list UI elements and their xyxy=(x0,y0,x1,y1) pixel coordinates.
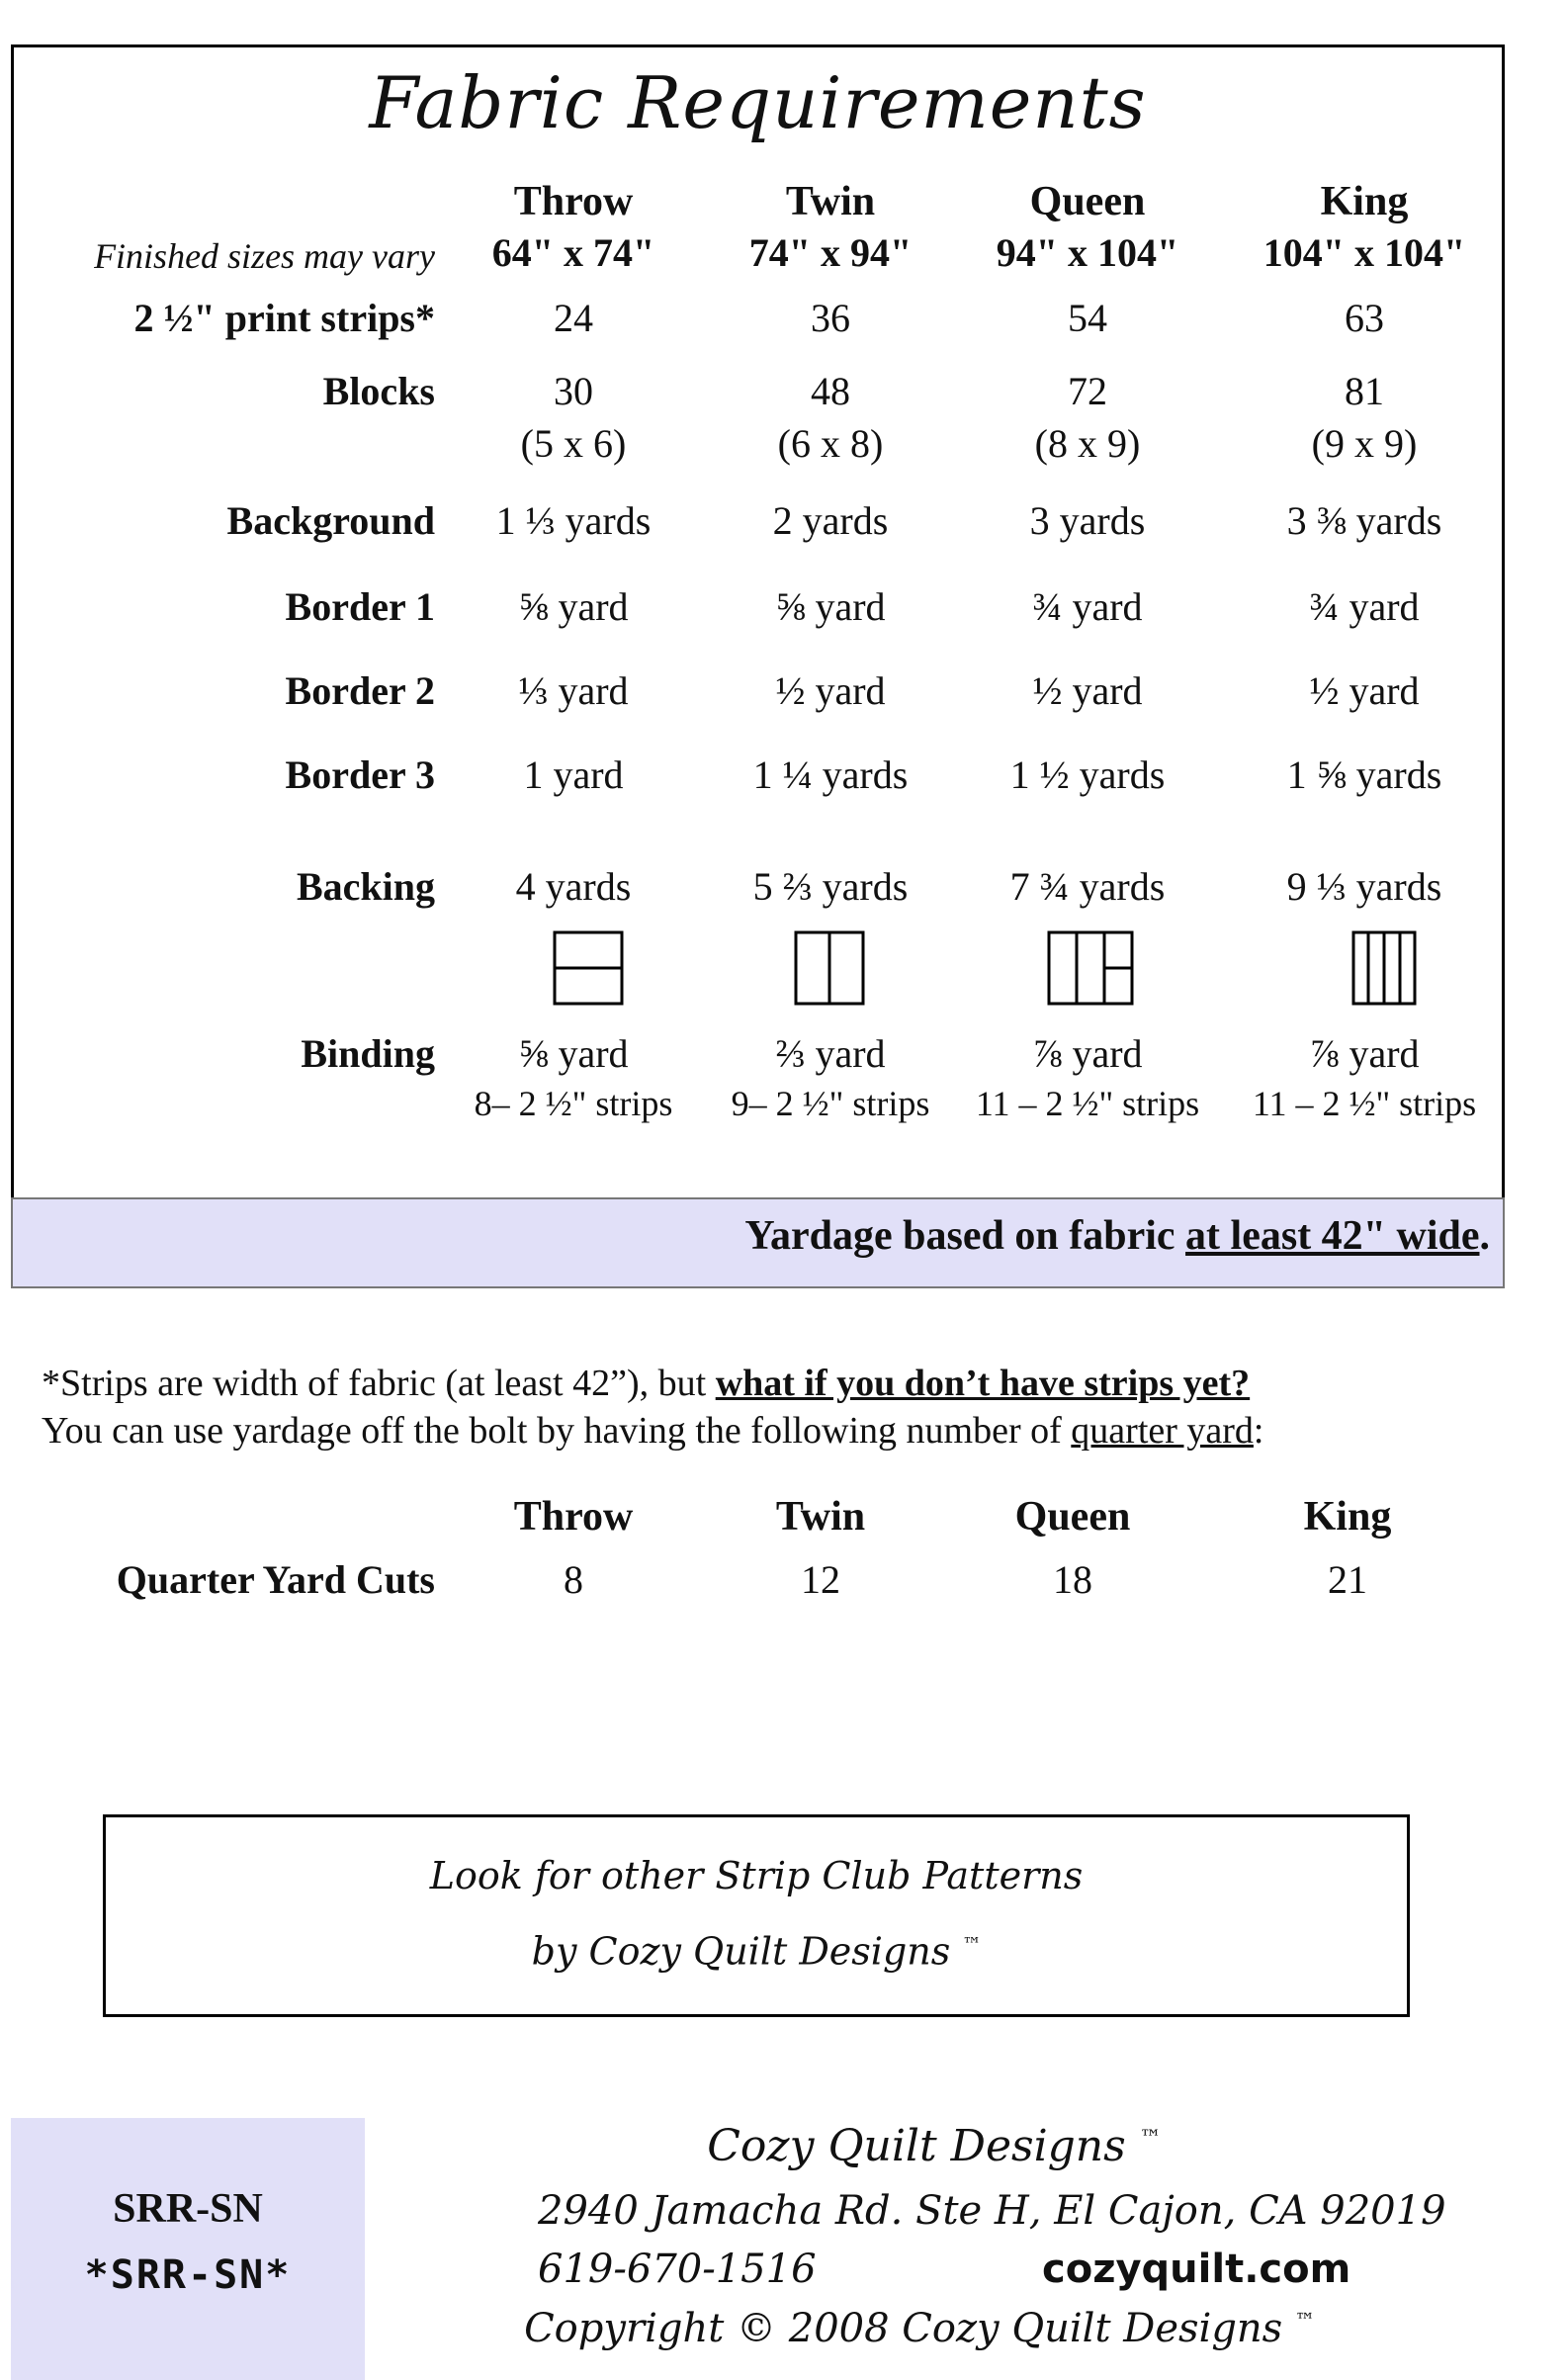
promo-trademark: ™ xyxy=(962,1934,982,1956)
qy-header-queen: Queen xyxy=(1014,1494,1131,1540)
binding-strips-throw: 8– 2 ½" strips xyxy=(474,1084,673,1123)
border1-king: ¾ yard xyxy=(1309,584,1420,629)
size-header-king: King xyxy=(1320,179,1409,224)
row-label-border-1: Border 1 xyxy=(285,584,435,629)
print-strips-twin: 36 xyxy=(811,296,850,340)
border2-twin: ½ yard xyxy=(775,668,886,713)
row-label-print-strips: 2 ½" print strips* xyxy=(133,296,435,340)
binding-strips-queen: 11 – 2 ½" strips xyxy=(975,1084,1200,1123)
copyright xyxy=(475,2306,1364,2351)
company-name-text: Cozy Quilt Designs xyxy=(707,2121,1126,2171)
strip-note xyxy=(42,1360,1505,1454)
backing-king: 9 ⅓ yards xyxy=(1286,864,1442,909)
company-website[interactable]: cozyquilt.com xyxy=(1042,2247,1351,2292)
company-trademark: ™ xyxy=(1139,2126,1162,2152)
blocks-king: 81 xyxy=(1345,369,1384,413)
border1-throw: ⅝ yard xyxy=(518,584,629,629)
print-strips-king: 63 xyxy=(1345,296,1384,340)
copyright-trademark: ™ xyxy=(1294,2308,1315,2333)
border3-king: 1 ⅝ yards xyxy=(1286,752,1442,797)
row-label-quarter-yard-cuts: Quarter Yard Cuts xyxy=(116,1557,435,1602)
binding-twin: ⅔ yard xyxy=(775,1031,886,1076)
border1-twin: ⅝ yard xyxy=(775,584,886,629)
binding-strips-king: 11 – 2 ½" strips xyxy=(1252,1084,1477,1123)
background-queen: 3 yards xyxy=(1029,498,1146,543)
row-label-background: Background xyxy=(226,498,435,543)
promo-text xyxy=(103,1841,1410,1986)
strip-note-question: what if you don’t have strips yet? xyxy=(715,1363,1251,1404)
row-label-binding: Binding xyxy=(301,1031,435,1076)
row-label-backing: Backing xyxy=(296,864,435,909)
backing-diagram-king-icon xyxy=(1351,930,1417,1006)
qy-header-twin: Twin xyxy=(775,1494,866,1540)
blocks-layout-queen: (8 x 9) xyxy=(1034,421,1141,466)
qy-king: 21 xyxy=(1328,1557,1367,1602)
print-strips-queen: 54 xyxy=(1068,296,1107,340)
row-label-border-3: Border 3 xyxy=(285,752,435,797)
strip-note-line1: *Strips are width of fabric (at least 42”), but xyxy=(42,1363,716,1404)
border3-twin: 1 ¼ yards xyxy=(752,752,909,797)
row-label-border-2: Border 2 xyxy=(285,668,435,713)
border2-king: ½ yard xyxy=(1309,668,1420,713)
qy-queen: 18 xyxy=(1053,1557,1092,1602)
company-address: 2940 Jamacha Rd. Ste H, El Cajon, CA 92019 xyxy=(538,2188,1446,2234)
promo-line-2 xyxy=(103,1910,1410,1986)
binding-throw: ⅝ yard xyxy=(518,1031,629,1076)
background-king: 3 ⅜ yards xyxy=(1286,498,1442,543)
binding-queen: ⅞ yard xyxy=(1032,1031,1143,1076)
blocks-layout-twin: (6 x 8) xyxy=(777,421,884,466)
backing-throw: 4 yards xyxy=(515,864,632,909)
size-header-twin: Twin xyxy=(785,179,876,224)
binding-king: ⅞ yard xyxy=(1309,1031,1420,1076)
yardage-note xyxy=(744,1212,1490,1260)
qy-throw: 8 xyxy=(564,1557,583,1602)
border2-queen: ½ yard xyxy=(1032,668,1143,713)
size-dims-king: 104" x 104" xyxy=(1262,230,1466,275)
qy-header-king: King xyxy=(1303,1494,1392,1540)
background-twin: 2 yards xyxy=(772,498,889,543)
strip-note-line2: You can use yardage off the bolt by having the following number of xyxy=(42,1410,1072,1452)
size-note: Finished sizes may vary xyxy=(94,236,435,276)
backing-twin: 5 ⅔ yards xyxy=(752,864,909,909)
print-strips-throw: 24 xyxy=(554,296,593,340)
pattern-code: SRR-SN xyxy=(113,2186,263,2232)
size-header-throw: Throw xyxy=(513,179,634,224)
blocks-queen: 72 xyxy=(1068,369,1107,413)
company-phone: 619-670-1516 xyxy=(538,2247,817,2292)
backing-queen: 7 ¾ yards xyxy=(1009,864,1166,909)
border3-queen: 1 ½ yards xyxy=(1009,752,1166,797)
size-dims-twin: 74" x 94" xyxy=(748,230,913,275)
row-label-blocks: Blocks xyxy=(322,369,435,413)
border2-throw: ⅓ yard xyxy=(518,668,629,713)
background-throw: 1 ⅓ yards xyxy=(495,498,652,543)
strip-note-quarter-yard: quarter yard xyxy=(1071,1410,1254,1452)
blocks-layout-throw: (5 x 6) xyxy=(520,421,627,466)
backing-diagram-twin-icon xyxy=(794,930,865,1006)
promo-line-1: Look for other Strip Club Patterns xyxy=(429,1854,1084,1897)
qy-twin: 12 xyxy=(801,1557,840,1602)
yardage-note-prefix: Yardage based on fabric xyxy=(744,1213,1186,1259)
promo-line-2-text: by Cozy Quilt Designs xyxy=(531,1929,951,1974)
barcode-text: *SRR-SN* xyxy=(84,2252,292,2298)
yardage-note-width: at least 42" wide xyxy=(1185,1213,1480,1259)
binding-strips-twin: 9– 2 ½" strips xyxy=(731,1084,930,1123)
page-title: Fabric Requirements xyxy=(369,61,1147,144)
backing-diagram-queen-icon xyxy=(1047,930,1134,1006)
border3-throw: 1 yard xyxy=(523,752,624,797)
size-dims-queen: 94" x 104" xyxy=(996,230,1179,275)
border1-queen: ¾ yard xyxy=(1032,584,1143,629)
size-dims-throw: 64" x 74" xyxy=(491,230,655,275)
company-name xyxy=(514,2121,1354,2171)
strip-note-line2-suffix: : xyxy=(1253,1410,1264,1452)
copyright-text: Copyright © 2008 Cozy Quilt Designs xyxy=(524,2306,1283,2351)
size-header-queen: Queen xyxy=(1029,179,1146,224)
blocks-throw: 30 xyxy=(554,369,593,413)
qy-header-throw: Throw xyxy=(513,1494,634,1540)
blocks-layout-king: (9 x 9) xyxy=(1311,421,1418,466)
backing-diagram-throw-icon xyxy=(553,930,624,1006)
blocks-twin: 48 xyxy=(811,369,850,413)
pattern-code-band xyxy=(11,2118,365,2380)
yardage-note-suffix: . xyxy=(1479,1213,1490,1259)
